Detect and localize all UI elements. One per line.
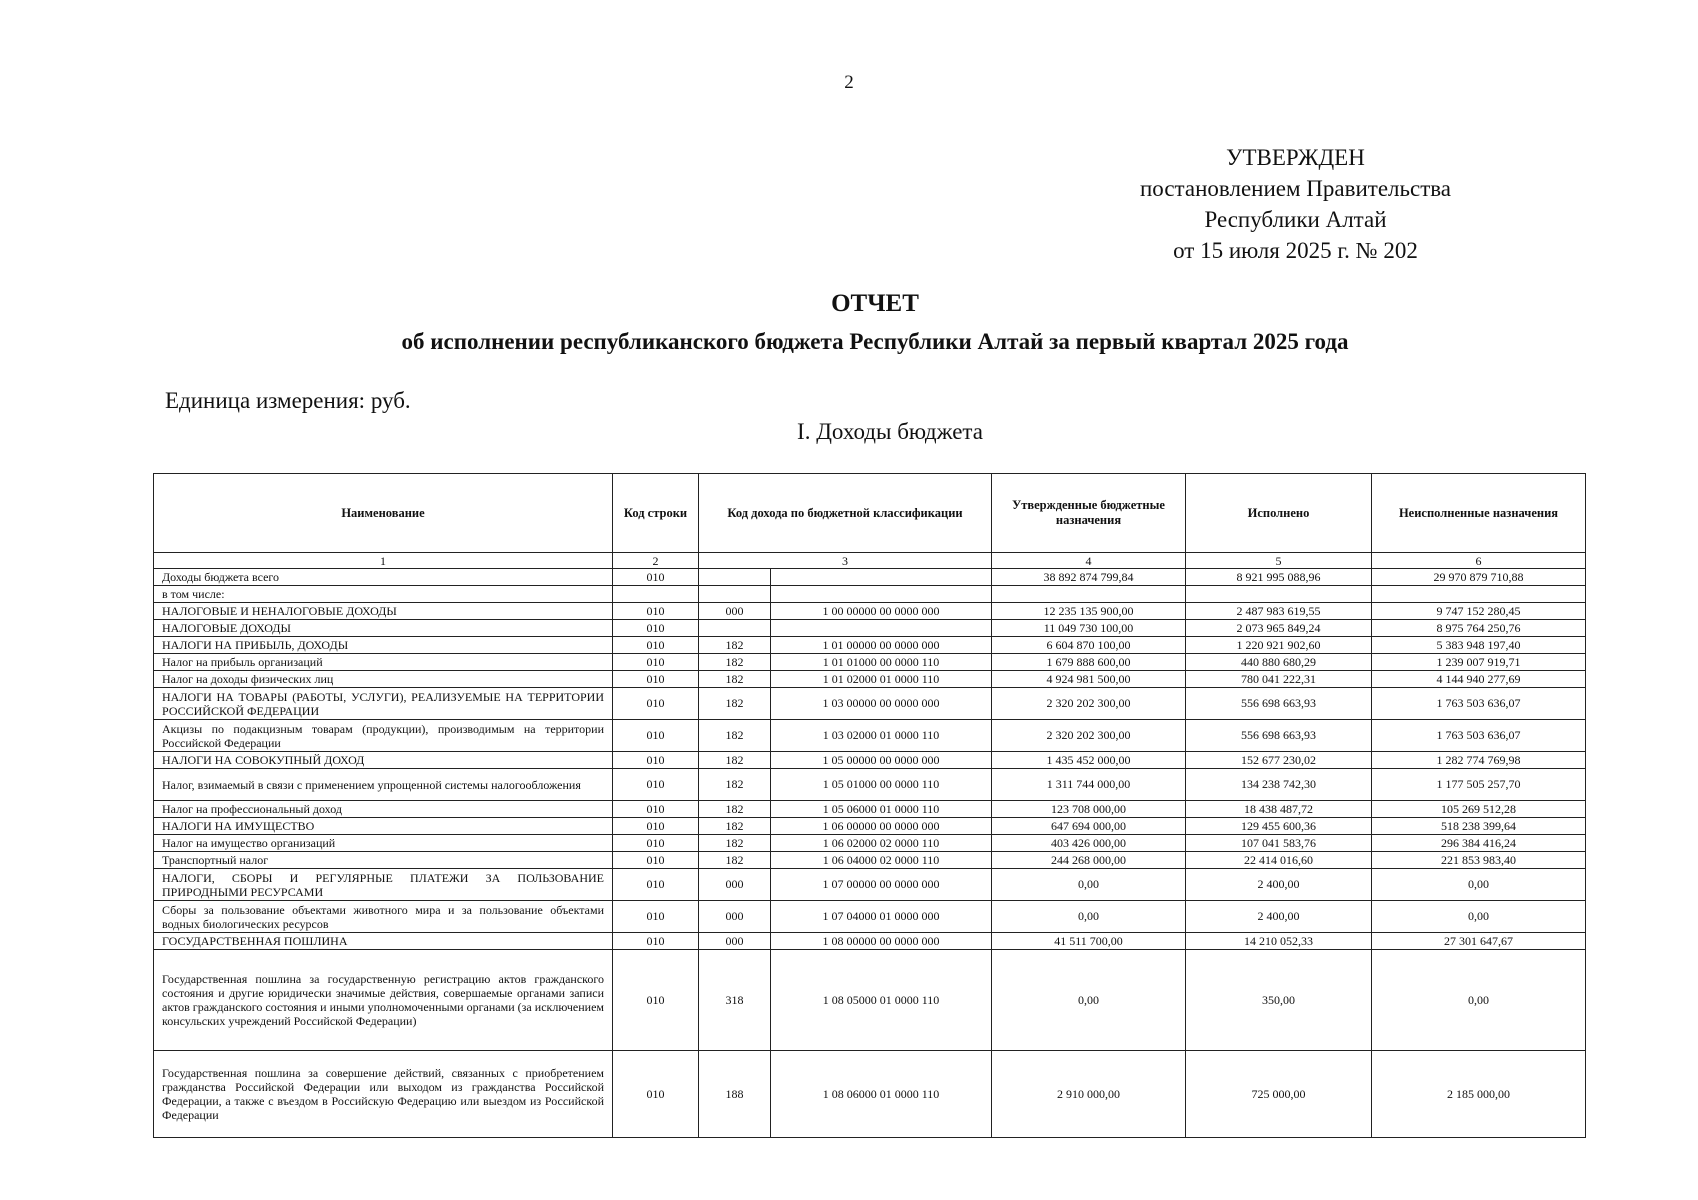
- row-admin-code: [699, 586, 771, 603]
- row-line-code: 010: [613, 950, 699, 1051]
- row-unexecuted: 296 384 416,24: [1372, 835, 1586, 852]
- row-line-code: 010: [613, 818, 699, 835]
- header-name: Наименование: [154, 474, 613, 553]
- row-admin-code: 000: [699, 933, 771, 950]
- row-unexecuted: 1 282 774 769,98: [1372, 752, 1586, 769]
- row-kbk-code: [771, 620, 992, 637]
- row-executed: 350,00: [1186, 950, 1372, 1051]
- table-row: [154, 1051, 1586, 1138]
- row-admin-code: 000: [699, 603, 771, 620]
- row-admin-code: 182: [699, 769, 771, 801]
- row-approved: 4 924 981 500,00: [992, 671, 1186, 688]
- table-row: [154, 688, 1586, 720]
- row-approved: 6 604 870 100,00: [992, 637, 1186, 654]
- column-number: 4: [992, 553, 1186, 569]
- table-row: [154, 752, 1586, 769]
- table-row: [154, 637, 1586, 654]
- row-line-code: 010: [613, 720, 699, 752]
- row-name: Налог, взимаемый в связи с применением упрощенной системы налогообложения: [154, 769, 613, 801]
- unit-of-measure: Единица измерения: руб.: [165, 388, 411, 413]
- row-kbk-code: 1 06 04000 02 0000 110: [771, 852, 992, 869]
- table-row: [154, 801, 1586, 818]
- row-kbk-code: [771, 569, 992, 586]
- approval-line-4: от 15 июля 2025 г. № 202: [1173, 238, 1418, 263]
- approval-line-3: Республики Алтай: [1204, 207, 1387, 232]
- row-unexecuted: 1 763 503 636,07: [1372, 688, 1586, 720]
- row-name: Сборы за пользование объектами животного мира и за пользование объектами водных биологических ресурсов: [154, 901, 613, 933]
- table-row: [154, 620, 1586, 637]
- approval-stamp: [1118, 142, 1473, 266]
- row-name: НАЛОГИ НА ИМУЩЕСТВО: [154, 818, 613, 835]
- row-kbk-code: 1 05 01000 00 0000 110: [771, 769, 992, 801]
- approval-line-2: постановлением Правительства: [1139, 176, 1452, 201]
- row-approved: 123 708 000,00: [992, 801, 1186, 818]
- row-name: Государственная пошлина за государственную регистрацию актов гражданского состояния и другие юридически значимые действия, совершаемые органами записи актов гражданского состояния и иными уполномоченными органами (за исключением консульских учреждений Российской Федерации): [154, 950, 613, 1051]
- column-number: 6: [1372, 553, 1586, 569]
- row-kbk-code: 1 01 00000 00 0000 000: [771, 637, 992, 654]
- row-unexecuted: 1 177 505 257,70: [1372, 769, 1586, 801]
- row-executed: 2 487 983 619,55: [1186, 603, 1372, 620]
- row-unexecuted: 29 970 879 710,88: [1372, 569, 1586, 586]
- header-approved: Утвержденные бюджетные назначения: [992, 474, 1186, 553]
- row-name: НАЛОГИ НА ПРИБЫЛЬ, ДОХОДЫ: [154, 637, 613, 654]
- row-unexecuted: 4 144 940 277,69: [1372, 671, 1586, 688]
- row-approved: 41 511 700,00: [992, 933, 1186, 950]
- row-approved: [992, 586, 1186, 603]
- table-row: [154, 933, 1586, 950]
- row-admin-code: 182: [699, 654, 771, 671]
- row-unexecuted: 2 185 000,00: [1372, 1051, 1586, 1138]
- column-number: 1: [154, 553, 613, 569]
- row-line-code: [613, 586, 699, 603]
- table-row: [154, 769, 1586, 801]
- row-name: НАЛОГИ НА ТОВАРЫ (РАБОТЫ, УСЛУГИ), РЕАЛИЗУЕМЫЕ НА ТЕРРИТОРИИ РОССИЙСКОЙ ФЕДЕРАЦИИ: [154, 688, 613, 720]
- row-kbk-code: 1 05 06000 01 0000 110: [771, 801, 992, 818]
- table-row: [154, 654, 1586, 671]
- column-number: 2: [613, 553, 699, 569]
- row-kbk-code: 1 08 05000 01 0000 110: [771, 950, 992, 1051]
- row-admin-code: 182: [699, 818, 771, 835]
- row-executed: 134 238 742,30: [1186, 769, 1372, 801]
- row-unexecuted: 0,00: [1372, 869, 1586, 901]
- row-unexecuted: 0,00: [1372, 950, 1586, 1051]
- table-row: [154, 852, 1586, 869]
- row-executed: 1 220 921 902,60: [1186, 637, 1372, 654]
- row-executed: 18 438 487,72: [1186, 801, 1372, 818]
- row-kbk-code: 1 08 06000 01 0000 110: [771, 1051, 992, 1138]
- table-row: [154, 671, 1586, 688]
- table-row: [154, 950, 1586, 1051]
- table-row: [154, 603, 1586, 620]
- row-line-code: 010: [613, 835, 699, 852]
- row-approved: 1 679 888 600,00: [992, 654, 1186, 671]
- row-unexecuted: 8 975 764 250,76: [1372, 620, 1586, 637]
- table-row: [154, 720, 1586, 752]
- table-row: [154, 586, 1586, 603]
- row-admin-code: [699, 620, 771, 637]
- row-kbk-code: 1 08 00000 00 0000 000: [771, 933, 992, 950]
- row-executed: 8 921 995 088,96: [1186, 569, 1372, 586]
- report-subtitle: об исполнении республиканского бюджета Республики Алтай за первый квартал 2025 года: [401, 329, 1349, 354]
- row-name: Доходы бюджета всего: [154, 569, 613, 586]
- table-row: [154, 901, 1586, 933]
- row-approved: 0,00: [992, 950, 1186, 1051]
- row-name: Налог на прибыль организаций: [154, 654, 613, 671]
- row-executed: 22 414 016,60: [1186, 852, 1372, 869]
- row-approved: 0,00: [992, 869, 1186, 901]
- row-name: Налог на доходы физических лиц: [154, 671, 613, 688]
- row-approved: 11 049 730 100,00: [992, 620, 1186, 637]
- row-name: в том числе:: [154, 586, 613, 603]
- header-line-code: Код строки: [613, 474, 699, 553]
- row-admin-code: 318: [699, 950, 771, 1051]
- row-executed: 107 041 583,76: [1186, 835, 1372, 852]
- row-approved: 2 320 202 300,00: [992, 720, 1186, 752]
- row-name: Государственная пошлина за совершение действий, связанных с приобретением гражданства Российской Федерации или выходом из гражданства Российской Федерации, а также с въездом в Российскую Федерацию или выездом из Российской Федерации: [154, 1051, 613, 1138]
- row-admin-code: 182: [699, 720, 771, 752]
- row-name: НАЛОГОВЫЕ ДОХОДЫ: [154, 620, 613, 637]
- row-kbk-code: 1 01 01000 00 0000 110: [771, 654, 992, 671]
- income-table: [153, 473, 1586, 1138]
- header-unexecuted: Неисполненные назначения: [1372, 474, 1586, 553]
- row-line-code: 010: [613, 901, 699, 933]
- row-kbk-code: 1 07 04000 01 0000 000: [771, 901, 992, 933]
- row-kbk-code: [771, 586, 992, 603]
- approval-line-1: УТВЕРЖДЕН: [1226, 145, 1365, 170]
- row-unexecuted: [1372, 586, 1586, 603]
- row-approved: 12 235 135 900,00: [992, 603, 1186, 620]
- table-row: [154, 569, 1586, 586]
- row-name: Акцизы по подакцизным товарам (продукции), производимым на территории Российской Федерации: [154, 720, 613, 752]
- row-admin-code: 182: [699, 688, 771, 720]
- row-name: Налог на имущество организаций: [154, 835, 613, 852]
- row-line-code: 010: [613, 603, 699, 620]
- row-line-code: 010: [613, 852, 699, 869]
- row-line-code: 010: [613, 769, 699, 801]
- row-admin-code: 182: [699, 835, 771, 852]
- row-kbk-code: 1 06 00000 00 0000 000: [771, 818, 992, 835]
- row-unexecuted: 27 301 647,67: [1372, 933, 1586, 950]
- report-title: ОТЧЕТ: [831, 290, 919, 317]
- section-title: I. Доходы бюджета: [797, 419, 983, 444]
- row-approved: 1 435 452 000,00: [992, 752, 1186, 769]
- row-kbk-code: 1 00 00000 00 0000 000: [771, 603, 992, 620]
- table-row: [154, 869, 1586, 901]
- table-row: [154, 818, 1586, 835]
- row-approved: 2 910 000,00: [992, 1051, 1186, 1138]
- row-name: Налог на профессиональный доход: [154, 801, 613, 818]
- row-admin-code: 182: [699, 752, 771, 769]
- row-kbk-code: 1 01 02000 01 0000 110: [771, 671, 992, 688]
- row-line-code: 010: [613, 671, 699, 688]
- row-name: НАЛОГИ НА СОВОКУПНЫЙ ДОХОД: [154, 752, 613, 769]
- row-kbk-code: 1 03 02000 01 0000 110: [771, 720, 992, 752]
- row-kbk-code: 1 06 02000 02 0000 110: [771, 835, 992, 852]
- row-unexecuted: 1 239 007 919,71: [1372, 654, 1586, 671]
- row-kbk-code: 1 05 00000 00 0000 000: [771, 752, 992, 769]
- row-line-code: 010: [613, 1051, 699, 1138]
- row-line-code: 010: [613, 569, 699, 586]
- row-executed: [1186, 586, 1372, 603]
- table-header-row: [154, 474, 1586, 553]
- row-executed: 14 210 052,33: [1186, 933, 1372, 950]
- row-line-code: 010: [613, 869, 699, 901]
- row-unexecuted: 518 238 399,64: [1372, 818, 1586, 835]
- row-admin-code: 000: [699, 869, 771, 901]
- row-name: Транспортный налог: [154, 852, 613, 869]
- row-unexecuted: 221 853 983,40: [1372, 852, 1586, 869]
- row-executed: 440 880 680,29: [1186, 654, 1372, 671]
- table-row: [154, 835, 1586, 852]
- row-name: НАЛОГОВЫЕ И НЕНАЛОГОВЫЕ ДОХОДЫ: [154, 603, 613, 620]
- row-executed: 2 400,00: [1186, 901, 1372, 933]
- row-name: НАЛОГИ, СБОРЫ И РЕГУЛЯРНЫЕ ПЛАТЕЖИ ЗА ПОЛЬЗОВАНИЕ ПРИРОДНЫМИ РЕСУРСАМИ: [154, 869, 613, 901]
- row-kbk-code: 1 03 00000 00 0000 000: [771, 688, 992, 720]
- row-approved: 403 426 000,00: [992, 835, 1186, 852]
- row-unexecuted: 105 269 512,28: [1372, 801, 1586, 818]
- row-executed: 129 455 600,36: [1186, 818, 1372, 835]
- row-executed: 556 698 663,93: [1186, 720, 1372, 752]
- row-executed: 2 073 965 849,24: [1186, 620, 1372, 637]
- row-admin-code: [699, 569, 771, 586]
- row-approved: 244 268 000,00: [992, 852, 1186, 869]
- row-line-code: 010: [613, 688, 699, 720]
- row-kbk-code: 1 07 00000 00 0000 000: [771, 869, 992, 901]
- column-number-row: [154, 553, 1586, 569]
- row-unexecuted: 9 747 152 280,45: [1372, 603, 1586, 620]
- header-income-code: Код дохода по бюджетной классификации: [699, 474, 992, 553]
- row-line-code: 010: [613, 654, 699, 671]
- header-executed: Исполнено: [1186, 474, 1372, 553]
- row-approved: 1 311 744 000,00: [992, 769, 1186, 801]
- row-unexecuted: 5 383 948 197,40: [1372, 637, 1586, 654]
- row-executed: 152 677 230,02: [1186, 752, 1372, 769]
- row-admin-code: 188: [699, 1051, 771, 1138]
- row-executed: 556 698 663,93: [1186, 688, 1372, 720]
- column-number: 3: [699, 553, 992, 569]
- row-admin-code: 182: [699, 852, 771, 869]
- row-executed: 725 000,00: [1186, 1051, 1372, 1138]
- row-line-code: 010: [613, 637, 699, 654]
- row-line-code: 010: [613, 801, 699, 818]
- row-unexecuted: 0,00: [1372, 901, 1586, 933]
- row-approved: 38 892 874 799,84: [992, 569, 1186, 586]
- row-executed: 780 041 222,31: [1186, 671, 1372, 688]
- row-line-code: 010: [613, 933, 699, 950]
- page-number: 2: [844, 72, 854, 93]
- row-executed: 2 400,00: [1186, 869, 1372, 901]
- row-name: ГОСУДАРСТВЕННАЯ ПОШЛИНА: [154, 933, 613, 950]
- income-table-body: [154, 569, 1586, 1138]
- row-approved: 647 694 000,00: [992, 818, 1186, 835]
- row-approved: 2 320 202 300,00: [992, 688, 1186, 720]
- row-line-code: 010: [613, 752, 699, 769]
- row-approved: 0,00: [992, 901, 1186, 933]
- row-admin-code: 182: [699, 671, 771, 688]
- row-unexecuted: 1 763 503 636,07: [1372, 720, 1586, 752]
- row-admin-code: 182: [699, 801, 771, 818]
- row-line-code: 010: [613, 620, 699, 637]
- row-admin-code: 000: [699, 901, 771, 933]
- column-number: 5: [1186, 553, 1372, 569]
- row-admin-code: 182: [699, 637, 771, 654]
